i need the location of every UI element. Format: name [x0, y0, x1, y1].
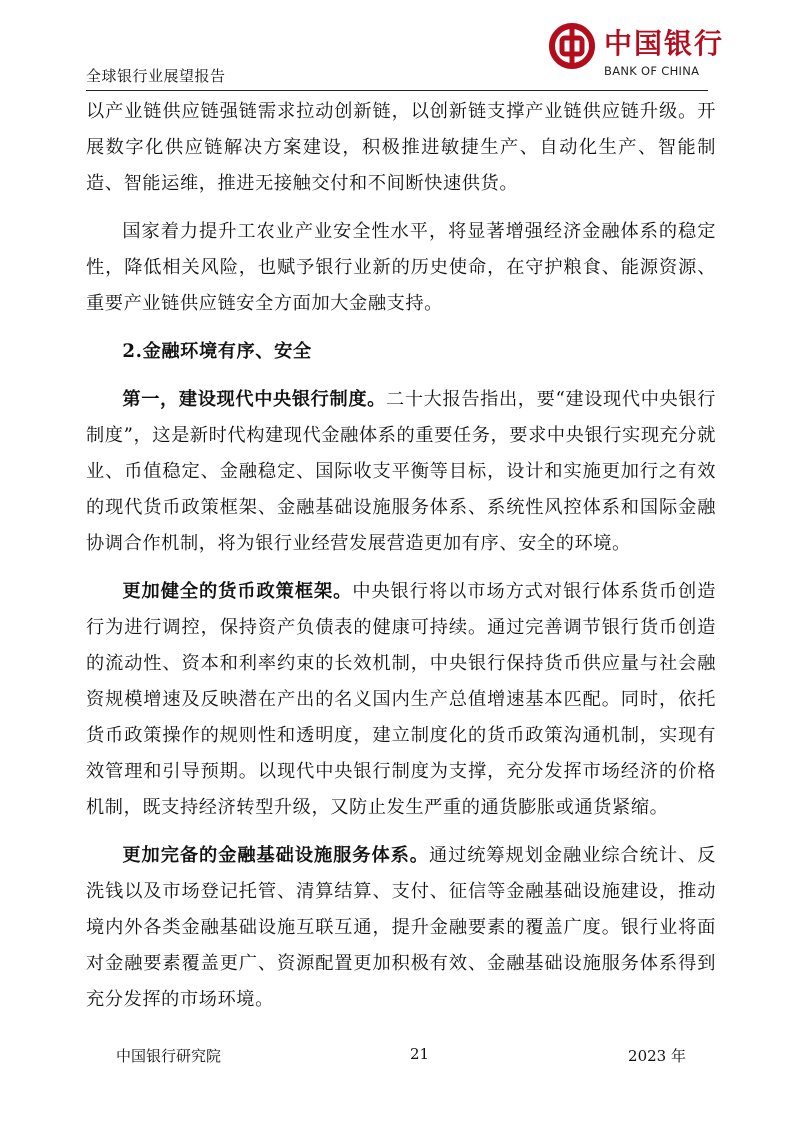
page-footer — [86, 1045, 708, 1069]
paragraph-lead-financial-infrastructure: 更加完备的金融基础设施服务体系。 — [122, 845, 429, 866]
paragraph-text-financial-infrastructure: 通过统筹规划金融业综合统计、反洗钱以及市场登记托管、清算结算、支付、征信等金融基础设施建设，推动境内外各类金融基础设施互联互通，提升金融要素的覆盖广度。银行业将面对金融要素覆盖更广、资源配置更加积极有效、金融基础设施服务体系得到充分发挥的市场环境。 — [86, 845, 716, 1010]
paragraph-industrial-security: 国家着力提升工农业产业安全性水平，将显著增强经济金融体系的稳定性，降低相关风险，也赋予银行业新的历史使命，在守护粮食、能源资源、重要产业链供应链安全方面加大金融支持。 — [86, 221, 716, 314]
logo-english-name: BANK OF CHINA — [604, 64, 700, 78]
paragraph-lead-central-bank: 第一，建设现代中央银行制度。 — [122, 389, 386, 410]
paragraph-supply-chain: 以产业链供应链强链需求拉动创新链，以创新链支撑产业链供应链升级。开展数字化供应链解决方案建设，积极推进敏捷生产、自动化生产、智能制造、智能运维，推进无接触交付和不间断快速供货。 — [86, 101, 716, 194]
footer-organization: 中国银行研究院 — [116, 1047, 222, 1065]
logo-chinese-name: 中国银行 — [604, 27, 725, 60]
paragraph-central-bank-system — [86, 382, 716, 562]
page-header — [86, 18, 725, 91]
paragraph-lead-monetary-policy: 更加健全的货币政策框架。 — [122, 581, 353, 602]
paragraph-text-central-bank: 二十大报告指出，要“建设现代中央银行制度”，这是新时代构建现代金融体系的重要任务，要求中央银行实现充分就业、币值稳定、金融稳定、国际收支平衡等目标，设计和实施更加行之有效的现代货币政策框架、金融基础设施服务体系、系统性风控体系和国际金融协调合作机制，将为银行业经营发展营造更加有序、安全的环境。 — [86, 389, 716, 554]
page-body — [86, 94, 716, 1030]
paragraph-monetary-policy — [86, 574, 716, 826]
bank-logo — [548, 20, 725, 80]
paragraph-text-monetary-policy: 中央银行将以市场方式对银行体系货币创造行为进行调控，保持资产负债表的健康可持续。通过完善调节银行货币创造的流动性、资本和利率约束的长效机制，中央银行保持货币供应量与社会融资规模增速及反映潜在产出的名义国内生产总值增速基本匹配。同时，依托货币政策操作的规则性和透明度，建立制度化的货币政策沟通机制，实现有效管理和引导预期。以现代中央银行制度为支撑，充分发挥市场经济的价格机制，既支持经济转型升级，又防止发生严重的通货膨胀或通货紧缩。 — [86, 581, 717, 818]
paragraph-financial-infrastructure — [86, 838, 716, 1018]
page-number: 21 — [410, 1045, 430, 1063]
report-title: 全球银行业展望报告 — [86, 67, 226, 85]
footer-year: 2023 年 — [628, 1047, 686, 1065]
bank-of-china-emblem-icon — [548, 22, 596, 70]
section-heading: 2.金融环境有序、安全 — [122, 341, 312, 362]
